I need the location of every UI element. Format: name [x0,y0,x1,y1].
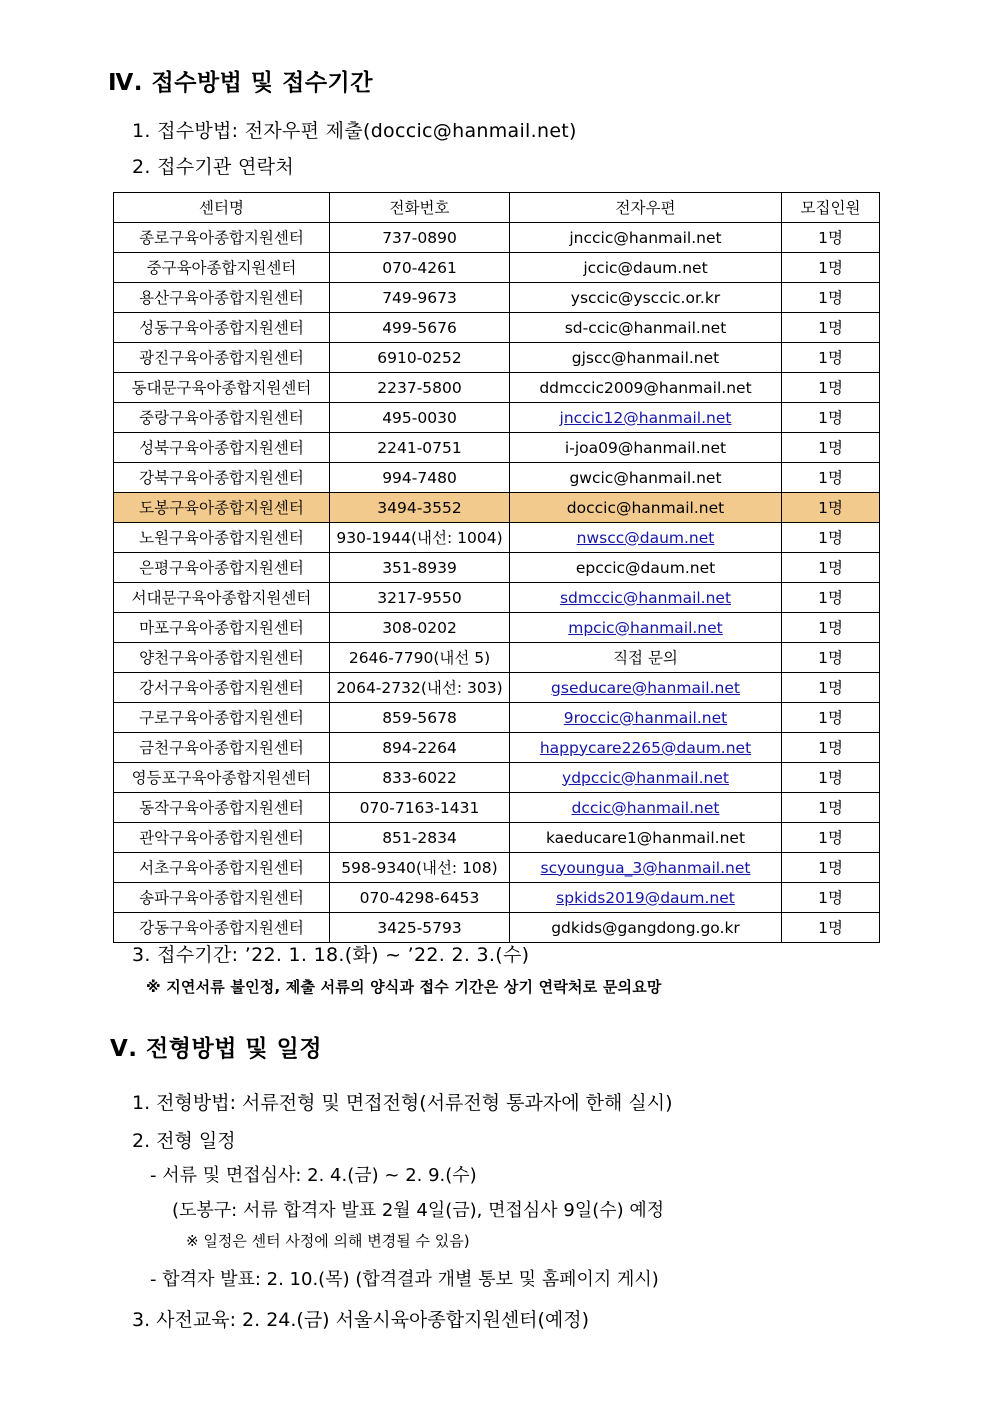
section-5-item-2b: (도봉구: 서류 합격자 발표 2월 4일(금), 면접심사 9일(수) 예정 [172,1200,665,1221]
cell-phone: 351-8939 [330,553,510,583]
cell-email: kaeducare1@hanmail.net [510,823,782,853]
cell-count: 1명 [782,313,880,343]
table-row [114,493,880,523]
table-row [114,763,880,793]
cell-center-name: 송파구육아종합지원센터 [114,883,330,913]
table-row [114,793,880,823]
column-header-phone: 전화번호 [330,193,510,223]
table-row [114,613,880,643]
cell-phone: 070-4261 [330,253,510,283]
cell-email[interactable]: jnccic12@hanmail.net [510,403,782,433]
table-row [114,733,880,763]
cell-phone: 2646-7790(내선 5) [330,643,510,673]
cell-count: 1명 [782,823,880,853]
cell-phone: 499-5676 [330,313,510,343]
section-5-item-2c: ※ 일정은 센터 사정에 의해 변경될 수 있음) [186,1232,470,1250]
cell-phone: 2237-5800 [330,373,510,403]
cell-email: gjscc@hanmail.net [510,343,782,373]
cell-center-name: 관악구육아종합지원센터 [114,823,330,853]
cell-center-name: 동대문구육아종합지원센터 [114,373,330,403]
center-contacts-table [113,192,880,943]
table-body [114,223,880,943]
cell-email: gdkids@gangdong.go.kr [510,913,782,943]
cell-phone: 308-0202 [330,613,510,643]
cell-phone: 833-6022 [330,763,510,793]
cell-center-name: 금천구육아종합지원센터 [114,733,330,763]
table-row [114,463,880,493]
cell-email[interactable]: spkids2019@daum.net [510,883,782,913]
cell-phone: 994-7480 [330,463,510,493]
cell-center-name: 강동구육아종합지원센터 [114,913,330,943]
cell-phone: 6910-0252 [330,343,510,373]
table-row [114,343,880,373]
cell-count: 1명 [782,883,880,913]
table-header-row [114,193,880,223]
cell-email[interactable]: happycare2265@daum.net [510,733,782,763]
cell-email: jccic@daum.net [510,253,782,283]
cell-phone: 598-9340(내선: 108) [330,853,510,883]
cell-center-name: 은평구육아종합지원센터 [114,553,330,583]
cell-phone: 070-4298-6453 [330,883,510,913]
cell-email[interactable]: ydpccic@hanmail.net [510,763,782,793]
cell-count: 1명 [782,853,880,883]
cell-count: 1명 [782,223,880,253]
cell-email[interactable]: dccic@hanmail.net [510,793,782,823]
cell-center-name: 영등포구육아종합지원센터 [114,763,330,793]
cell-email: 직접 문의 [510,643,782,673]
cell-count: 1명 [782,733,880,763]
cell-email: sd-ccic@hanmail.net [510,313,782,343]
cell-center-name: 서초구육아종합지원센터 [114,853,330,883]
section-4-item-2: 2. 접수기관 연락처 [132,156,294,178]
cell-count: 1명 [782,643,880,673]
section-5-item-2a: - 서류 및 면접심사: 2. 4.(금) ~ 2. 9.(수) [150,1165,477,1186]
cell-count: 1명 [782,613,880,643]
column-header-count: 모집인원 [782,193,880,223]
table-row [114,913,880,943]
cell-center-name: 노원구육아종합지원센터 [114,523,330,553]
cell-phone: 930-1944(내선: 1004) [330,523,510,553]
cell-count: 1명 [782,283,880,313]
cell-email[interactable]: sdmccic@hanmail.net [510,583,782,613]
table-row [114,823,880,853]
cell-count: 1명 [782,793,880,823]
cell-center-name: 마포구육아종합지원센터 [114,613,330,643]
cell-phone: 3494-3552 [330,493,510,523]
table-row [114,643,880,673]
table-row [114,553,880,583]
cell-email[interactable]: scyoungua_3@hanmail.net [510,853,782,883]
cell-center-name: 용산구육아종합지원센터 [114,283,330,313]
cell-count: 1명 [782,763,880,793]
cell-center-name: 중랑구육아종합지원센터 [114,403,330,433]
cell-email[interactable]: gseducare@hanmail.net [510,673,782,703]
section-5-heading: Ⅴ. 전형방법 및 일정 [110,1036,323,1062]
table-row [114,283,880,313]
cell-phone: 2241-0751 [330,433,510,463]
cell-center-name: 종로구육아종합지원센터 [114,223,330,253]
cell-email[interactable]: mpcic@hanmail.net [510,613,782,643]
cell-phone: 3425-5793 [330,913,510,943]
cell-center-name: 양천구육아종합지원센터 [114,643,330,673]
cell-email: ddmccic2009@hanmail.net [510,373,782,403]
cell-email: ysccic@ysccic.or.kr [510,283,782,313]
cell-center-name: 광진구육아종합지원센터 [114,343,330,373]
cell-center-name: 구로구육아종합지원센터 [114,703,330,733]
cell-count: 1명 [782,433,880,463]
section-5-item-1: 1. 전형방법: 서류전형 및 면접전형(서류전형 통과자에 한해 실시) [132,1092,673,1114]
section-4-heading: Ⅳ. 접수방법 및 접수기간 [108,70,373,96]
cell-email[interactable]: nwscc@daum.net [510,523,782,553]
cell-center-name: 도봉구육아종합지원센터 [114,493,330,523]
cell-count: 1명 [782,913,880,943]
table-row [114,373,880,403]
cell-center-name: 서대문구육아종합지원센터 [114,583,330,613]
table-row [114,313,880,343]
cell-email: epccic@daum.net [510,553,782,583]
cell-phone: 859-5678 [330,703,510,733]
cell-center-name: 중구육아종합지원센터 [114,253,330,283]
cell-center-name: 강북구육아종합지원센터 [114,463,330,493]
table-row [114,403,880,433]
cell-count: 1명 [782,343,880,373]
cell-count: 1명 [782,523,880,553]
section-4-item-3: 3. 접수기간: ’22. 1. 18.(화) ~ ’22. 2. 3.(수) [132,944,530,966]
cell-email: doccic@hanmail.net [510,493,782,523]
cell-count: 1명 [782,583,880,613]
cell-count: 1명 [782,373,880,403]
table-row [114,703,880,733]
cell-center-name: 동작구육아종합지원센터 [114,793,330,823]
table-row [114,223,880,253]
cell-email: i-joa09@hanmail.net [510,433,782,463]
cell-email: jnccic@hanmail.net [510,223,782,253]
cell-center-name: 성동구육아종합지원센터 [114,313,330,343]
cell-phone: 749-9673 [330,283,510,313]
section-5-item-3: 3. 사전교육: 2. 24.(금) 서울시육아종합지원센터(예정) [132,1309,590,1331]
section-4-note: ※ 지연서류 불인정, 제출 서류의 양식과 접수 기간은 상기 연락처로 문의요망 [146,978,662,996]
cell-count: 1명 [782,253,880,283]
cell-count: 1명 [782,703,880,733]
column-header-center-name: 센터명 [114,193,330,223]
cell-phone: 894-2264 [330,733,510,763]
section-5-item-2d: - 합격자 발표: 2. 10.(목) (합격결과 개별 통보 및 홈페이지 게시) [150,1269,659,1290]
cell-center-name: 강서구육아종합지원센터 [114,673,330,703]
cell-email[interactable]: 9roccic@hanmail.net [510,703,782,733]
cell-count: 1명 [782,493,880,523]
table-row [114,523,880,553]
cell-count: 1명 [782,553,880,583]
cell-count: 1명 [782,673,880,703]
table-row [114,253,880,283]
section-5-item-2: 2. 전형 일정 [132,1130,236,1152]
table-row [114,853,880,883]
cell-phone: 495-0030 [330,403,510,433]
cell-count: 1명 [782,463,880,493]
section-4-item-1: 1. 접수방법: 전자우편 제출(doccic@hanmail.net) [132,120,577,142]
cell-center-name: 성북구육아종합지원센터 [114,433,330,463]
table-row [114,673,880,703]
cell-phone: 851-2834 [330,823,510,853]
cell-phone: 737-0890 [330,223,510,253]
column-header-email: 전자우편 [510,193,782,223]
cell-count: 1명 [782,403,880,433]
cell-phone: 3217-9550 [330,583,510,613]
cell-phone: 070-7163-1431 [330,793,510,823]
table-row [114,433,880,463]
table-row [114,883,880,913]
cell-phone: 2064-2732(내선: 303) [330,673,510,703]
cell-email: gwcic@hanmail.net [510,463,782,493]
table-row [114,583,880,613]
